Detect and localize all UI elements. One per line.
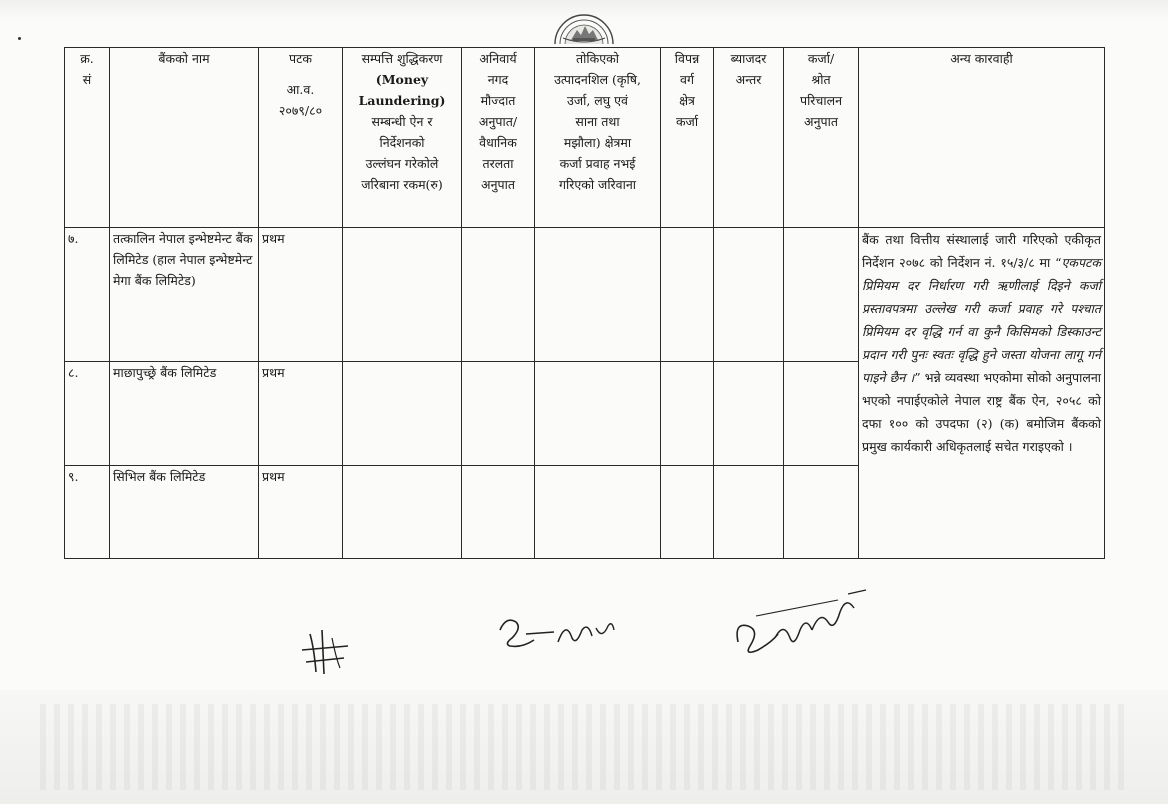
row-instance: प्रथम [259,362,343,466]
other-action-note [859,228,1105,559]
signature-1 [296,628,354,678]
row-money-laundering [343,228,462,362]
scan-speck [18,37,21,40]
header-bank-name: बैंकको नाम [110,48,259,228]
note-quoted-directive: एकपटक प्रिमियम दर निर्धारण गरी ऋणीलाई दिइने कर्जा प्रस्तावपत्रमा उल्लेख गरी कर्जा प्रवाह गरे पश्चात प्रिमियम दर वृद्धि गर्न वा कुनै किसिमको डिस्काउन्ट प्रदान गरी पुनः स्वतः वृद्धि हुने जस्ता योजना लागू गर्न पाइने छैन । [862,255,1101,385]
signature-3 [728,586,874,664]
row-deprived-sector [661,362,714,466]
row-crr-slr [462,466,535,559]
bleed-through-text [40,704,1128,790]
row-interest-spread [714,362,784,466]
row-cd-ratio [784,466,859,559]
row-sn: ७. [65,228,110,362]
row-cd-ratio [784,362,859,466]
header-sn: क्र. सं [65,48,110,228]
row-sn: ९. [65,466,110,559]
header-productive-sector: तोकिएको उत्पादनशिल (कृषि, उर्जा, लघु एवं साना तथा मझौला) क्षेत्रमा कर्जा प्रवाह नभई गरिएको जरिवाना [535,48,661,228]
row-productive-sector [535,466,661,559]
row-interest-spread [714,466,784,559]
header-interest-spread: ब्याजदर अन्तर [714,48,784,228]
row-crr-slr [462,228,535,362]
signature-2 [492,610,620,656]
row-interest-spread [714,228,784,362]
note-text-part1: बैंक तथा वित्तीय संस्थालाई जारी गरिएको एकीकृत निर्देशन २०७८ को निर्देशन नं. १५/३/८ मा “ [862,232,1101,270]
row-money-laundering [343,362,462,466]
row-instance: प्रथम [259,228,343,362]
note-text-part2: ” भन्ने व्यवस्था भएकोमा सोको अनुपालना भएको नपाईएकोले नेपाल राष्ट्र बैंक ऐन, २०५८ को दफा १०० को उपदफा (२) (क) बमोजिम बैंकको प्रमुख कार्यकारी अधिकृतलाई सचेत गराइएको । [862,370,1101,454]
header-instance: पटक आ.व. २०७९/८० [259,48,343,228]
row-bank-name: सिभिल बैंक लिमिटेड [110,466,259,559]
row-productive-sector [535,362,661,466]
header-other-action: अन्य कारवाही [859,48,1105,228]
row-productive-sector [535,228,661,362]
table-row [65,228,1105,362]
penalty-table [64,47,1105,559]
header-cd-ratio: कर्जा/ श्रोत परिचालन अनुपात [784,48,859,228]
header-money-laundering: सम्पत्ति शुद्धिकरण (Money Laundering) सम्बन्धी ऐन र निर्देशनको उल्लंघन गरेकोले जरिबाना रकम(रु) [343,48,462,228]
row-sn: ८. [65,362,110,466]
row-bank-name: माछापुच्छ्रे बैंक लिमिटेड [110,362,259,466]
scan-footer-bleed [0,690,1168,804]
emblem-seal-icon [551,0,617,44]
table-header-row [65,48,1105,228]
header-crr-slr: अनिवार्य नगद मौज्दात अनुपात/ वैधानिक तरलता अनुपात [462,48,535,228]
row-bank-name: तत्कालिन नेपाल इन्भेष्टमेन्ट बैंक लिमिटेड (हाल नेपाल इन्भेष्टमेन्ट मेगा बैंक लिमिटेड) [110,228,259,362]
row-instance: प्रथम [259,466,343,559]
row-crr-slr [462,362,535,466]
row-deprived-sector [661,466,714,559]
row-money-laundering [343,466,462,559]
header-deprived-sector: विपन्न वर्ग क्षेत्र कर्जा [661,48,714,228]
row-cd-ratio [784,228,859,362]
row-deprived-sector [661,228,714,362]
